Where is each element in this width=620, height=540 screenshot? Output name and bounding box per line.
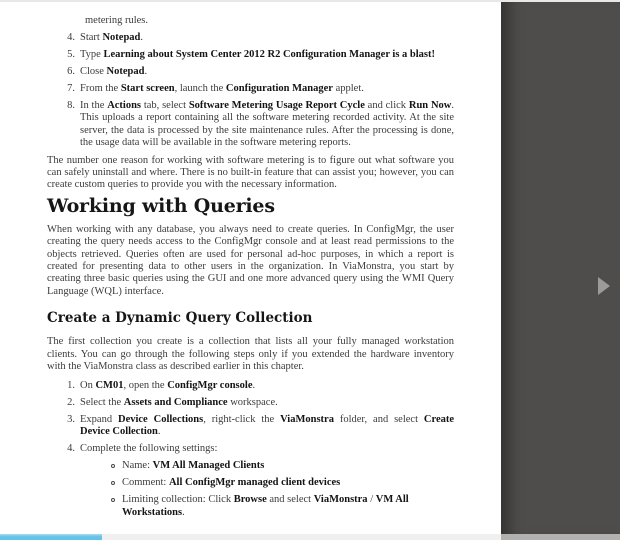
- list-item-text: Select the Assets and Compliance workspace.: [80, 396, 278, 408]
- reading-progress-bar[interactable]: [0, 534, 501, 540]
- list-item: [47, 397, 454, 409]
- list-number: 6.: [67, 66, 75, 77]
- list-number: 1.: [67, 379, 75, 391]
- list-number: 5.: [67, 49, 75, 60]
- list-item: [47, 380, 454, 392]
- circle-bullet-icon: [111, 498, 115, 502]
- list-item-text: From the Start screen, launch the Configuration Manager applet.: [80, 83, 364, 94]
- list-item-text: Close Notepad.: [80, 66, 148, 77]
- bullet-item: [111, 477, 454, 489]
- bullet-item-text: Comment: All ConfigMgr managed client devices: [122, 477, 341, 489]
- list-number: 8.: [67, 100, 75, 111]
- list-item-text: Expand Device Collections, right-click the ViaMonstra folder, and select Create Device Collection.: [80, 413, 455, 437]
- list-number: 3.: [67, 413, 75, 425]
- circle-bullet-icon: [111, 464, 115, 468]
- list-number: 2.: [67, 396, 75, 408]
- list-item-continuation: metering rules.: [85, 15, 148, 26]
- paragraph-metering-reason: The number one reason for working with software metering is to figure out what software you can safely uninstall and where. There is no built-in feature that can assist you; however, you can create custom queries to provide you with the necessary information.: [47, 154, 454, 191]
- bottom-right-strip: [501, 534, 620, 540]
- bullet-item: [111, 494, 454, 519]
- list-number: 7.: [67, 83, 75, 94]
- list-item: [47, 49, 454, 61]
- reading-progress-fill: [0, 534, 102, 540]
- settings-bullet-list: [47, 460, 454, 519]
- circle-bullet-icon: [111, 481, 115, 485]
- list-item: [47, 100, 454, 150]
- paragraph-queries-intro: When working with any database, you always need to create queries. In ConfigMgr, the user creating the query needs access to the ConfigMgr console and at least read permissions to the objects retrieved. Queries often are used for personal ad-hoc purposes, in which a report is created for presenting data to other users in the organization. In ViaMonstra, you start by creating three basic queries using the GUI and one more advanced query using the WMI Query Language (WQL) interface.: [47, 223, 454, 297]
- bottom-bar: [0, 534, 620, 540]
- list-item-text: In the Actions tab, select Software Metering Usage Report Cycle and click Run Now. This uploads a report containing all the software metering recorded activity. At the site server, the data is processed by the site maintenance rules. After the processing is done, the usage data will be available in the software metering reports.: [80, 100, 454, 149]
- list-item: [47, 32, 454, 44]
- list-item: [47, 414, 454, 439]
- list-item-text: Start Notepad.: [80, 32, 144, 43]
- list-item: [47, 66, 454, 78]
- list-number: 4.: [67, 442, 75, 454]
- next-page-arrow-icon[interactable]: [598, 277, 610, 295]
- subsection-heading-create-dynamic-query-collection: Create a Dynamic Query Collection: [47, 310, 313, 327]
- bullet-item-text: Name: VM All Managed Clients: [122, 460, 265, 472]
- section-heading-working-with-queries: Working with Queries: [47, 194, 275, 217]
- bullet-item: [111, 460, 454, 472]
- steps-list: [47, 380, 454, 456]
- reader-side-panel: [501, 0, 620, 534]
- list-item: [47, 83, 454, 95]
- list-number: 4.: [67, 32, 75, 43]
- bullet-item-text: Limiting collection: Click Browse and select ViaMonstra / VM All Workstations.: [122, 494, 409, 518]
- paragraph-collection-intro: The first collection you create is a collection that lists all your fully managed workstation clients. You can go through the following steps only if you extended the hardware inventory with the ViaMonstra class as described earlier in this chapter.: [47, 336, 454, 373]
- list-item-text: Type Learning about System Center 2012 R2 Configuration Manager is a blast!: [80, 49, 435, 60]
- list-item-text: On CM01, open the ConfigMgr console.: [80, 379, 256, 391]
- window-top-edge: [0, 0, 620, 2]
- list-item: [47, 443, 454, 455]
- list-item-text: Complete the following settings:: [80, 442, 218, 454]
